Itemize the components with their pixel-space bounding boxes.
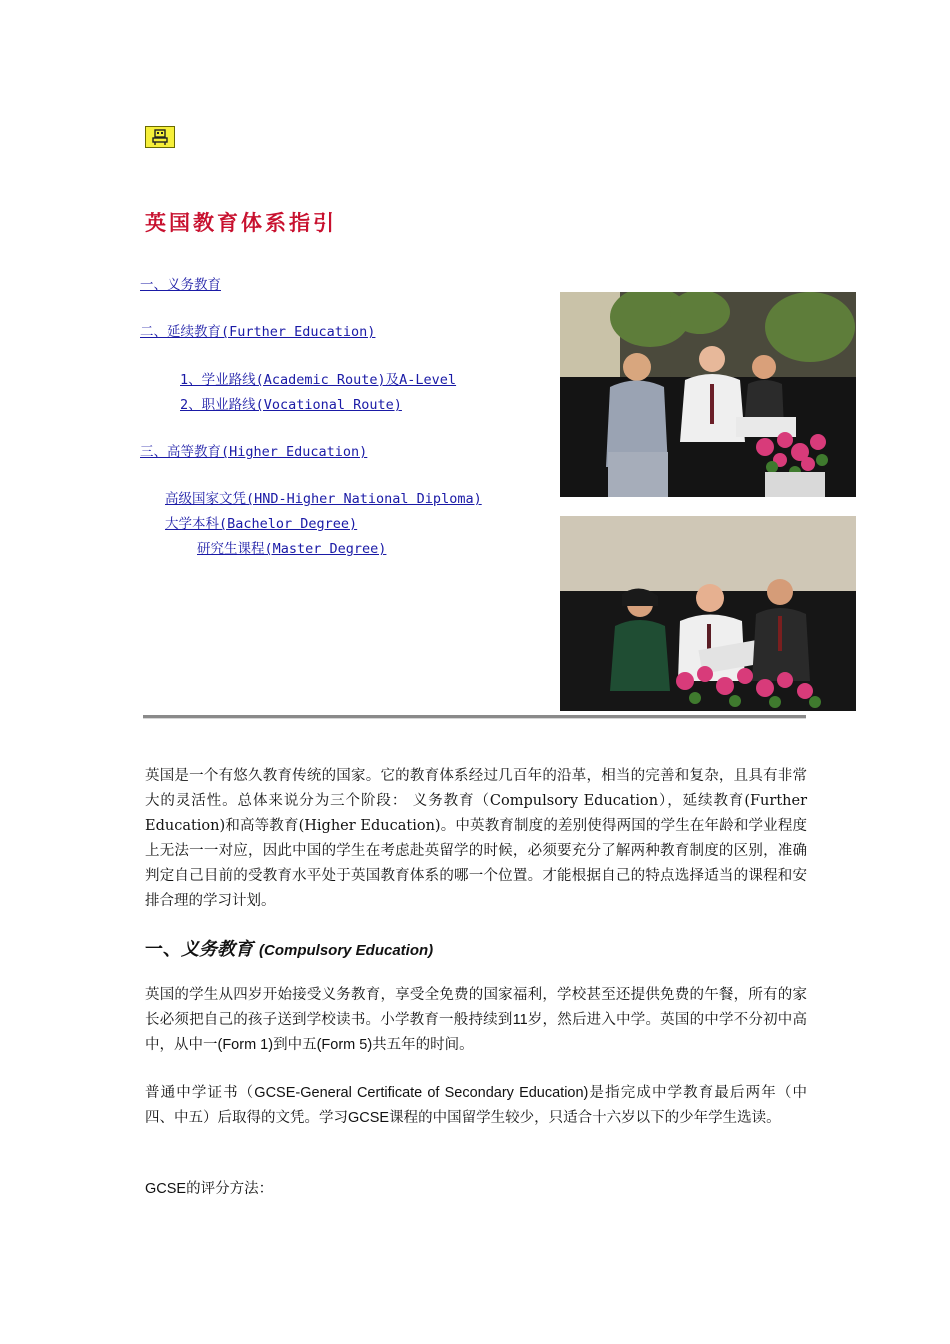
section-title: 义务教育	[181, 939, 253, 959]
toc-link-further-education[interactable]: 二、延续教育(Further Education)	[140, 324, 376, 340]
intro-paragraph: 英国是一个有悠久教育传统的国家。它的教育体系经过几百年的沿革，相当的完善和复杂，且具有非常大的灵活性。总体来说分为三个阶段： 义务教育（Compulsory Education），延续教育(Further Education)和高等教育(Higher Education)。中英教育制度的差别使得两国的学生在年龄和学业程度上无法一一对应，因此中国的学生在考虑赴英留学的时候，必须要充分了解两种教育制度的区别，准确判定自己目前的受教育水平处于英国教育体系的哪一个位置。才能根据自己的特点选择适当的课程和安排合理的学习计划。	[145, 768, 807, 909]
toc-link-compulsory-education[interactable]: 一、义务教育	[140, 277, 221, 293]
meeting-photo-1	[560, 292, 856, 497]
meeting-photo-2	[560, 516, 856, 711]
section-number: 一、	[145, 939, 181, 959]
page-title: 英国教育体系指引	[145, 211, 337, 235]
toc-link-master-degree[interactable]: 研究生课程(Master Degree)	[197, 541, 387, 557]
gcse-paragraph: 普通中学证书（GCSE-General Certificate of Secondary Education)是指完成中学教育最后两年（中四、中五）后取得的文凭。学习GCSE课程的中国留学生较少，只适合十六岁以下的少年学生选读。	[145, 1085, 807, 1126]
toc-link-vocational-route[interactable]: 2、职业路线(Vocational Route)	[180, 397, 402, 413]
toc-link-bachelor-degree[interactable]: 大学本科(Bachelor Degree)	[165, 516, 358, 532]
toc-link-academic-route[interactable]: 1、学业路线(Academic Route)及A-Level	[180, 372, 457, 388]
toc-link-hnd[interactable]: 高级国家文凭(HND-Higher National Diploma)	[165, 491, 482, 507]
gcse-grading-paragraph: GCSE的评分方法：	[145, 1181, 274, 1197]
horizontal-divider	[143, 715, 806, 719]
section-heading-compulsory-education	[145, 935, 433, 961]
robot-icon	[145, 126, 175, 148]
compulsory-education-paragraph: 英国的学生从四岁开始接受义务教育，享受全免费的国家福利，学校甚至还提供免费的午餐，所有的家长必须把自己的孩子送到学校读书。小学教育一般持续到11岁，然后进入中学。英国的中学不分初中高中，从中一(Form 1)到中五(Form 5)共五年的时间。	[145, 987, 807, 1053]
toc-link-higher-education[interactable]: 三、高等教育(Higher Education)	[140, 444, 368, 460]
section-title-english: (Compulsory Education)	[259, 942, 434, 959]
